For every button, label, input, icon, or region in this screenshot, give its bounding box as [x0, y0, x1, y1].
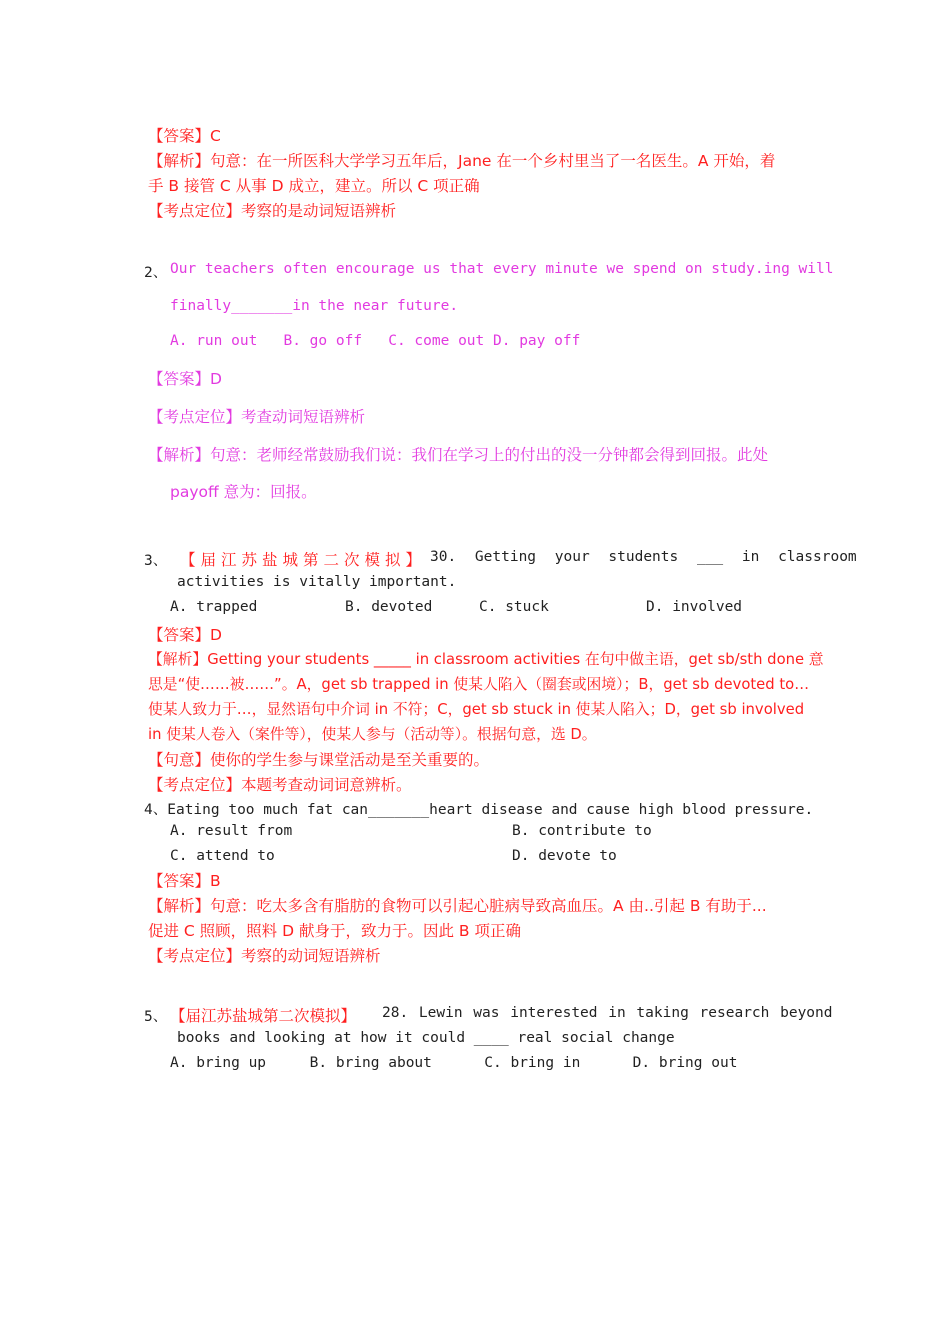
q3-source: 【届江苏盐城第二次模拟】 — [180, 551, 427, 569]
q4-analysis-line1: 【解析】句意：吃太多含有脂肪的食物可以引起心脏病导致高血压。A 由..引起 B 有助于... — [148, 897, 767, 915]
q3-analysis-line3: 使某人致力于…，显然语句中介词 in 不符；C，get sb stuck in 使某人陷入；D，get sb involved — [148, 701, 805, 718]
q4-point: 【考点定位】考察的动词短语辨析 — [148, 947, 381, 965]
q5-stem-line1: 28. Lewin was interested in taking research beyond — [382, 1005, 833, 1021]
q3-point: 【考点定位】本题考查动词词意辨析。 — [148, 776, 412, 794]
q1-analysis-line1: 【解析】句意：在一所医科大学学习五年后，Jane 在一个乡村里当了一名医生。A 开始，着 — [148, 152, 776, 170]
q3-analysis-line4: in 使某人卷入（案件等），使某人参与（活动等）。根据句意，选 D。 — [148, 726, 597, 743]
q3-option-a: A. trapped — [170, 599, 258, 615]
q2-analysis-line2: payoff 意为：回报。 — [170, 483, 317, 501]
q4-answer: 【答案】B — [148, 872, 221, 890]
q3-stem-line1: 30. Getting your students ___ in classroom — [430, 549, 857, 565]
q5-options: A. bring up B. bring about C. bring in D. bring out — [170, 1055, 738, 1071]
q2-analysis-line1: 【解析】句意：老师经常鼓励我们说：我们在学习上的付出的没一分钟都会得到回报。此处 — [148, 446, 769, 464]
q1-analysis-line2: 手 B 接管 C 从事 D 成立，建立。所以 C 项正确 — [148, 177, 480, 195]
q3-answer: 【答案】D — [148, 626, 222, 644]
q1-point: 【考点定位】考察的是动词短语辨析 — [148, 202, 397, 220]
q3-number: 3、 — [144, 553, 168, 569]
q4-stem: 4、Eating too much fat can_______heart disease and cause high blood pressure. — [144, 802, 814, 818]
q3-meaning: 【句意】使你的学生参与课堂活动是至关重要的。 — [148, 751, 490, 769]
q2-number: 2、 — [144, 265, 168, 281]
q2-stem-line2: finally_______in the near future. — [170, 298, 459, 314]
q3-stem-line2: activities is vitally important. — [177, 574, 457, 590]
q2-point: 【考点定位】考查动词短语辨析 — [148, 408, 366, 426]
q3-option-c: C. stuck — [479, 599, 549, 615]
q4-analysis-line2: 促进 C 照顾，照料 D 献身于，致力于。因此 B 项正确 — [148, 922, 521, 940]
q5-source: 【届江苏盐城第二次模拟】 — [170, 1007, 357, 1025]
q5-stem-line2: books and looking at how it could ____ real social change — [177, 1030, 675, 1046]
q2-options: A. run out B. go off C. come out D. pay off — [170, 333, 581, 349]
q1-answer: 【答案】C — [148, 127, 221, 145]
q4-option-b: B. contribute to — [512, 823, 652, 839]
q3-analysis-line1: 【解析】Getting your students _____ in classroom activities 在句中做主语，get sb/sth done 意 — [148, 651, 824, 668]
q3-option-d: D. involved — [646, 599, 743, 615]
q5-number: 5、 — [144, 1009, 168, 1025]
q4-option-a: A. result from — [170, 823, 293, 839]
q3-option-b: B. devoted — [345, 599, 433, 615]
q4-option-c: C. attend to — [170, 848, 275, 864]
q2-answer: 【答案】D — [148, 370, 222, 388]
q4-option-d: D. devote to — [512, 848, 617, 864]
q2-stem-line1: Our teachers often encourage us that every minute we spend on study.ing will — [170, 261, 834, 277]
q3-analysis-line2: 思是“使……被……”。A，get sb trapped in 使某人陷入（圈套或困境）；B，get sb devoted to… — [148, 676, 810, 693]
